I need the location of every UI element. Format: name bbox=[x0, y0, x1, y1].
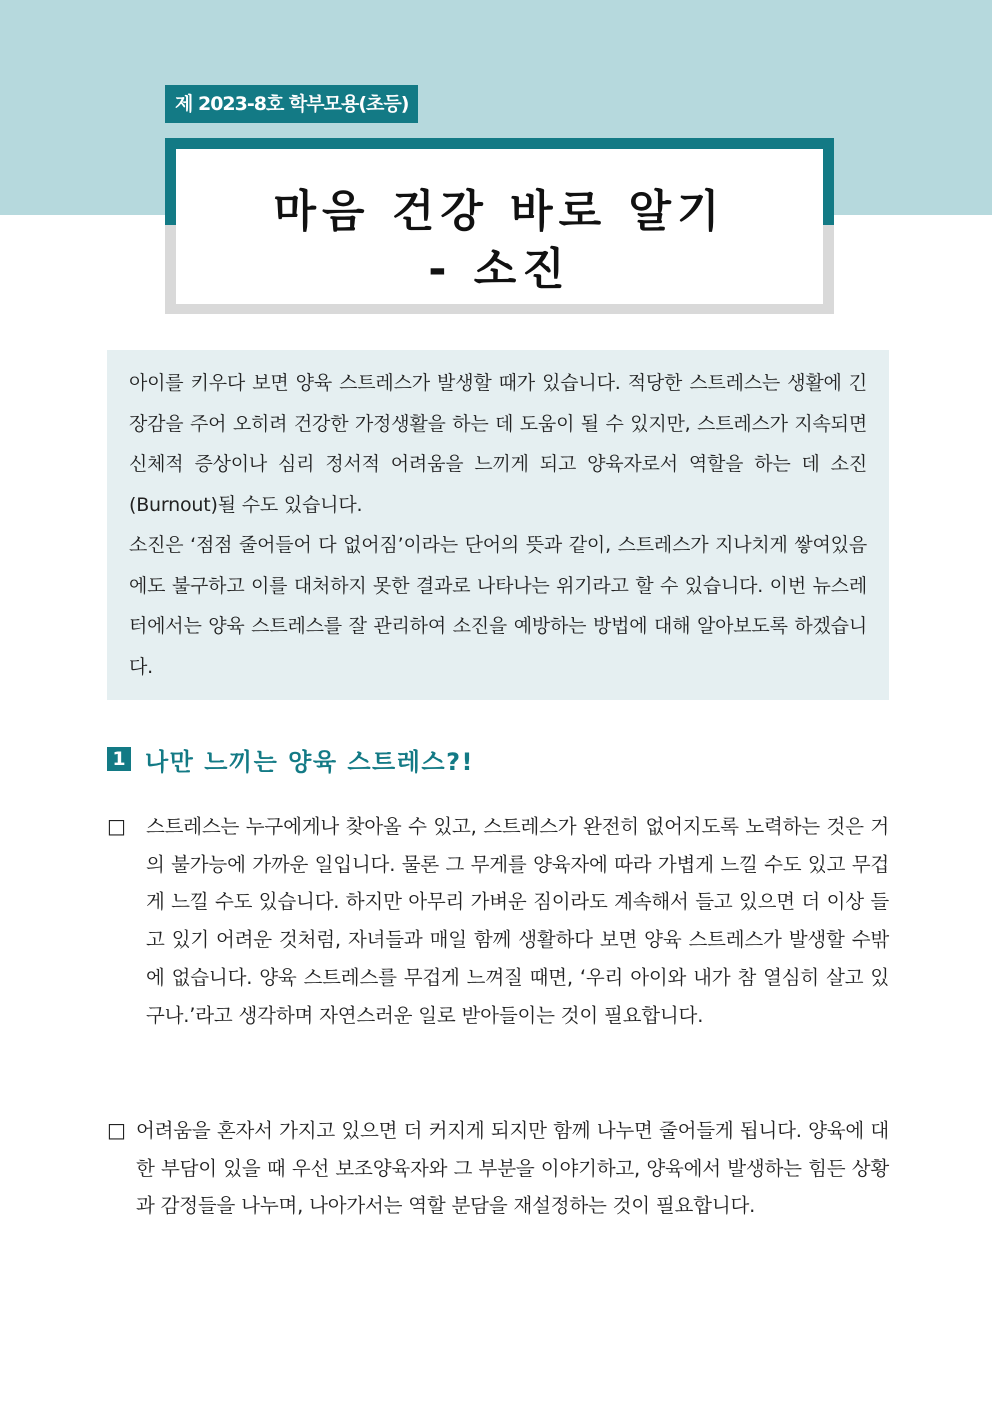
section-number-badge: 1 bbox=[107, 747, 131, 771]
intro-box bbox=[107, 350, 889, 700]
issue-tag: 제 2023-8호 학부모용(초등) bbox=[165, 85, 418, 123]
checkbox-bullet-icon: □ bbox=[107, 1118, 126, 1142]
checkbox-bullet-icon: □ bbox=[107, 814, 126, 838]
intro-paragraph-1: 아이를 키우다 보면 양육 스트레스가 발생할 때가 있습니다. 적당한 스트레스는 생활에 긴장감을 주어 오히려 건강한 가정생활을 하는 데 도움이 될 수 있지만, 스트레스가 지속되면 신체적 증상이나 심리 정서적 어려움을 느끼게 되고 양육자로서 역할을 하는 데 소진(Burnout)될 수도 있습니다. bbox=[129, 372, 867, 516]
intro-paragraph-2: 소진은 ‘점점 줄어들어 다 없어짐’이라는 단어의 뜻과 같이, 스트레스가 지나치게 쌓여있음에도 불구하고 이를 대처하지 못한 결과로 나타나는 위기라고 할 수 있습니다. 이번 뉴스레터에서는 양육 스트레스를 잘 관리하여 소진을 예방하는 방법에 대해 알아보도록 하겠습니다. bbox=[129, 534, 867, 678]
section-heading bbox=[107, 740, 474, 778]
bullet-item bbox=[107, 1112, 889, 1225]
bullet-text: 어려움을 혼자서 가지고 있으면 더 커지게 되지만 함께 나누면 줄어들게 됩니다. 양육에 대한 부담이 있을 때 우선 보조양육자와 그 부분을 이야기하고, 양육에서 발생하는 힘든 상황과 감정들을 나누며, 나아가서는 역할 분담을 재설정하는 것이 필요합니다. bbox=[136, 1119, 889, 1218]
bullet-item bbox=[107, 808, 889, 1034]
bullet-text: 스트레스는 누구에게나 찾아올 수 있고, 스트레스가 완전히 없어지도록 노력하는 것은 거의 불가능에 가까운 일입니다. 물론 그 무게를 양육자에 따라 가볍게 느낄 수도 있고 무겁게 느낄 수도 있습니다. 하지만 아무리 가벼운 짐이라도 계속해서 들고 있으면 더 이상 들고 있기 어려운 것처럼, 자녀들과 매일 함께 생활하다 보면 양육 스트레스가 발생할 수밖에 없습니다. 양육 스트레스를 무겁게 느껴질 때면, ‘우리 아이와 내가 참 열심히 살고 있구나.’라고 생각하며 자연스러운 일로 받아들이는 것이 필요합니다. bbox=[146, 815, 889, 1027]
section-title: 나만 느끼는 양육 스트레스?! bbox=[145, 747, 474, 776]
title-frame bbox=[165, 138, 834, 314]
page-subtitle: - 소진 bbox=[428, 244, 571, 295]
page-title: 마음 건강 바로 알기 bbox=[273, 186, 726, 237]
